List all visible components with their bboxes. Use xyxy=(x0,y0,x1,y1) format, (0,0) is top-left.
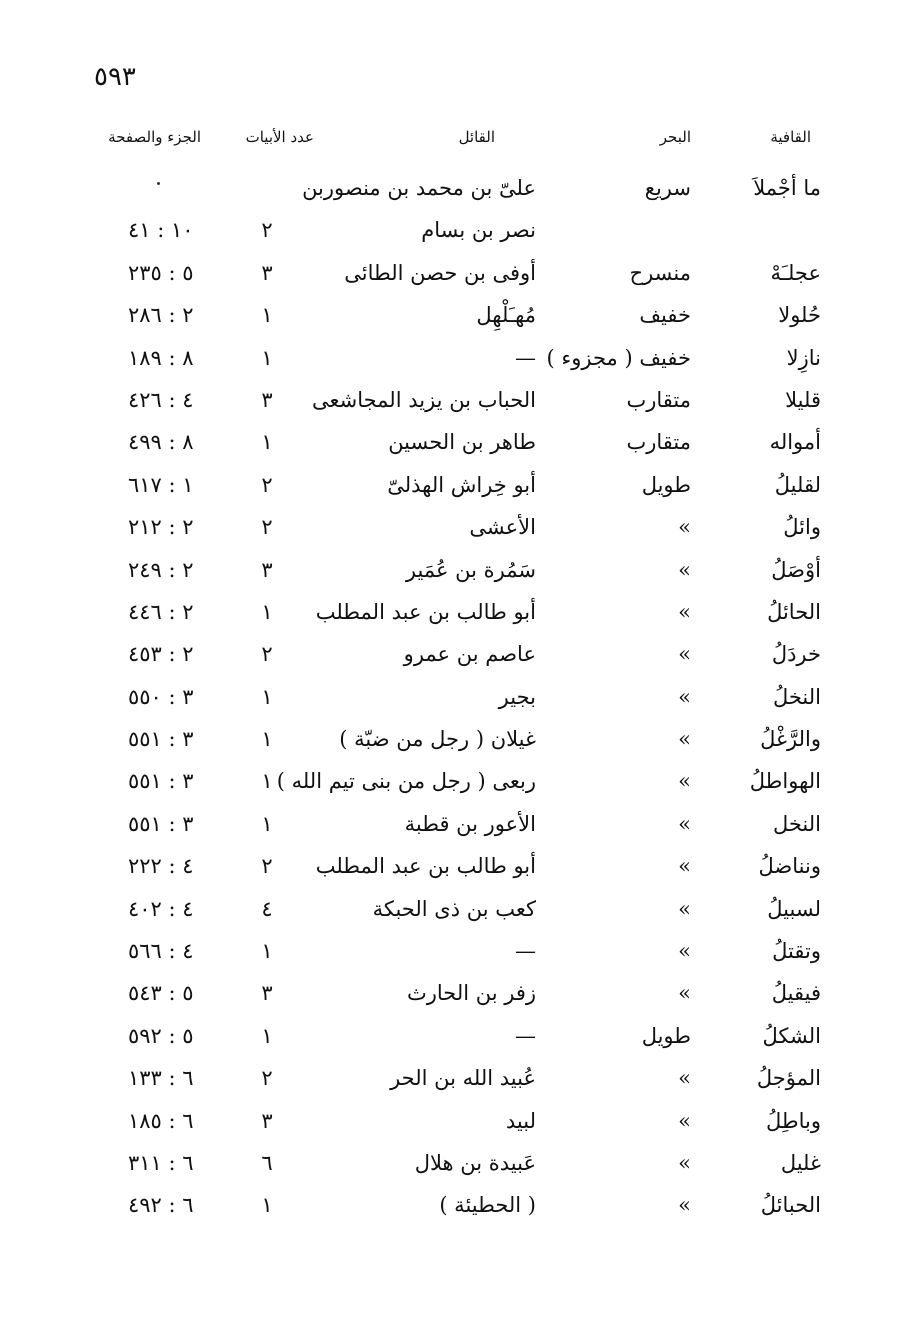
row-bahr: » xyxy=(678,981,691,1006)
row-volume-page: ١ : ٦١٧ xyxy=(128,472,194,497)
row-verse-count: ١ xyxy=(261,727,273,752)
row-volume-page: ١٠ : ٤١ xyxy=(128,218,194,243)
row-qail: كعب بن ذى الحبكة xyxy=(372,896,536,921)
row-qafiya: غليل xyxy=(780,1150,821,1175)
table-row xyxy=(0,933,919,975)
row-qafiya: فيقيلُ xyxy=(771,981,821,1006)
table-row xyxy=(0,848,919,890)
row-bahr: » xyxy=(678,515,691,540)
row-verse-count: ١ xyxy=(261,1023,273,1048)
table-row xyxy=(0,424,919,466)
row-qafiya: عجلـَهْ xyxy=(770,260,821,285)
row-qafiya: وتقتلُ xyxy=(772,939,821,964)
row-bahr: » xyxy=(678,811,691,836)
row-verse-count: ٣ xyxy=(261,387,273,412)
row-qafiya: لقليلُ xyxy=(774,472,821,497)
row-bahr: » xyxy=(678,1193,691,1218)
row-qail: عَبيدة بن هلال xyxy=(414,1150,536,1175)
row-volume-page: ٤ : ٤٠٢ xyxy=(128,896,194,921)
row-verse-count: ١ xyxy=(261,430,273,455)
row-volume-page: ٢ : ٢٨٦ xyxy=(128,303,194,328)
row-qafiya: الحبائلُ xyxy=(760,1193,821,1218)
row-bahr: متقارب xyxy=(626,430,691,455)
row-volume-page: ٤ : ٥٦٦ xyxy=(128,939,194,964)
row-volume-page: ٣ : ٥٥١ xyxy=(128,727,194,752)
row-qail: الأعشى xyxy=(469,515,536,540)
table-row xyxy=(0,255,919,297)
row-bahr: » xyxy=(678,599,691,624)
row-qafiya: نازِلا xyxy=(786,345,821,370)
row-qail: عُبيد الله بن الحر xyxy=(390,1066,536,1091)
row-bahr: » xyxy=(678,1150,691,1175)
row-qafiya: ما أجْملاَ xyxy=(753,176,821,200)
row-volume-page: ٥ : ٢٣٥ xyxy=(128,260,194,285)
row-qail: نصر بن بسام xyxy=(421,218,536,243)
row-volume-page: ٤ : ٤٢٦ xyxy=(128,387,194,412)
row-qail: مُهـَلْهِل xyxy=(476,303,536,328)
header-volume-page: الجزء والصفحة xyxy=(108,128,201,146)
table-row xyxy=(0,340,919,382)
row-qafiya: النخلُ xyxy=(772,684,821,709)
row-qail: سَمُرة بن عُمَير xyxy=(405,557,536,582)
row-qail: — xyxy=(515,1023,536,1048)
row-qafiya: خردَلُ xyxy=(771,642,821,667)
row-volume-page: ٦ : ١٨٥ xyxy=(128,1108,194,1133)
row-bahr: خفيف xyxy=(639,303,691,328)
table-row xyxy=(0,212,919,254)
row-qail: أوفى بن حصن الطائى xyxy=(344,260,536,285)
row-verse-count: ٢ xyxy=(261,1066,273,1091)
table-row xyxy=(0,763,919,805)
row-bahr: متقارب xyxy=(626,387,691,412)
row-bahr: » xyxy=(678,557,691,582)
table-row xyxy=(0,297,919,339)
table-row xyxy=(0,1018,919,1060)
row-bahr: طويل xyxy=(641,1023,691,1048)
row-qail: الحباب بن يزيد المجاشعى xyxy=(311,387,536,412)
row-qail: غيلان ( رجل من ضبّة ) xyxy=(339,727,536,752)
row-qail: زفر بن الحارث xyxy=(406,981,536,1006)
row-verse-count: ١ xyxy=(261,1193,273,1218)
row-verse-count: ١ xyxy=(261,811,273,836)
row-volume-page: ٨ : ٤٩٩ xyxy=(128,430,194,455)
row-qafiya: والرَّغْلُ xyxy=(760,727,821,752)
row-verse-count: ١ xyxy=(261,599,273,624)
row-qafiya: لسبيلُ xyxy=(767,896,821,921)
row-bahr: سريع xyxy=(644,176,691,200)
row-qail: بجير xyxy=(498,684,536,709)
row-volume-page: ٣ : ٥٥٠ xyxy=(128,684,194,709)
row-qail: أبو خِراش الهذلىّ xyxy=(387,472,536,497)
row-verse-count: ٦ xyxy=(261,1150,273,1175)
row-qail: أبو طالب بن عبد المطلب xyxy=(315,854,536,879)
table-row xyxy=(0,594,919,636)
row-volume-page: ٦ : ٣١١ xyxy=(128,1150,194,1175)
table-row xyxy=(0,679,919,721)
row-qail: طاهر بن الحسين xyxy=(388,430,536,455)
row-verse-count: ٢ xyxy=(261,854,273,879)
row-bahr: » xyxy=(678,727,691,752)
row-volume-page: ٦ : ١٣٣ xyxy=(128,1066,194,1091)
row-volume-page: ٣ : ٥٥١ xyxy=(128,811,194,836)
header-qail: القائل xyxy=(458,128,495,146)
row-verse-count: ١ xyxy=(261,303,273,328)
row-qafiya: النخل xyxy=(772,811,821,836)
row-bahr: » xyxy=(678,642,691,667)
row-qafiya: الهواطلُ xyxy=(749,769,821,794)
row-bahr: خفيف ( مجزوء ) xyxy=(546,345,691,370)
row-qail: ( الحطيئة ) xyxy=(439,1193,536,1218)
row-verse-count: ٣ xyxy=(261,1108,273,1133)
row-volume-page: ٢ : ٤٤٦ xyxy=(128,599,194,624)
table-row xyxy=(0,382,919,424)
header-bahr: البحر xyxy=(659,128,691,146)
row-qafiya: أوْصَلُ xyxy=(771,557,821,582)
table-row xyxy=(0,636,919,678)
row-verse-count: ٣ xyxy=(261,557,273,582)
verse-index-table xyxy=(0,170,919,1230)
row-qail: — xyxy=(515,345,536,370)
row-volume-page: ٦ : ٤٩٢ xyxy=(128,1193,194,1218)
row-verse-count: ١ xyxy=(261,345,273,370)
row-bahr: » xyxy=(678,854,691,879)
table-row xyxy=(0,1060,919,1102)
table-row xyxy=(0,975,919,1017)
row-qafiya: حُلولا xyxy=(778,303,821,328)
row-qail: عاصم بن عمرو xyxy=(403,642,536,667)
row-volume-page: ٥ : ٥٩٢ xyxy=(128,1023,194,1048)
table-row xyxy=(0,806,919,848)
table-row xyxy=(0,721,919,763)
header-qafiya: القافية xyxy=(770,128,811,146)
row-bahr: منسرح xyxy=(629,260,691,285)
row-verse-count: ١ xyxy=(261,939,273,964)
row-qafiya: قليلا xyxy=(785,387,821,412)
row-qail: ربعى ( رجل من بنى تيم الله ) xyxy=(276,769,536,794)
row-qail: لبيد xyxy=(505,1108,536,1133)
row-verse-count: ٢ xyxy=(261,642,273,667)
row-verse-count: ١ xyxy=(261,684,273,709)
header-verse-count: عدد الأبيات xyxy=(245,128,314,146)
row-bahr: » xyxy=(678,769,691,794)
row-verse-count: ١ xyxy=(261,769,273,794)
row-bahr: » xyxy=(678,1108,691,1133)
row-volume-page: ٤ : ٢٢٢ xyxy=(128,854,194,879)
row-qafiya: وائلُ xyxy=(783,515,821,540)
row-volume-page: ٣ : ٥٥١ xyxy=(128,769,194,794)
table-row xyxy=(0,509,919,551)
table-header xyxy=(0,128,919,158)
page-number: ٥٩٣ xyxy=(94,62,136,92)
table-row xyxy=(0,891,919,933)
table-row xyxy=(0,1187,919,1229)
row-verse-count: ٣ xyxy=(261,260,273,285)
row-verse-count: ٢ xyxy=(261,218,273,243)
row-verse-count: ٢ xyxy=(261,472,273,497)
row-volume-page: ٥ : ٥٤٣ xyxy=(128,981,194,1006)
row-volume-page: ٨ : ١٨٩ xyxy=(128,345,194,370)
row-qafiya: المؤجلُ xyxy=(756,1066,821,1091)
row-bahr: طويل xyxy=(641,472,691,497)
table-row xyxy=(0,1103,919,1145)
row-bahr: » xyxy=(678,1066,691,1091)
row-qafiya: وباطِلُ xyxy=(765,1108,821,1133)
row-qail: أبو طالب بن عبد المطلب xyxy=(315,599,536,624)
table-row xyxy=(0,1145,919,1187)
row-volume-page: ٢ : ٤٥٣ xyxy=(128,642,194,667)
row-bahr: » xyxy=(678,684,691,709)
row-verse-count: ٢ xyxy=(261,515,273,540)
table-row xyxy=(0,467,919,509)
row-bahr: » xyxy=(678,939,691,964)
row-bahr: » xyxy=(678,896,691,921)
table-row xyxy=(0,170,919,212)
row-qail: الأعور بن قطبة xyxy=(404,811,536,836)
row-qafiya: الشكلُ xyxy=(762,1023,821,1048)
row-qafiya: الحائلُ xyxy=(767,599,821,624)
row-verse-count: ٤ xyxy=(261,896,273,921)
row-qafiya: أمواله xyxy=(769,430,821,455)
row-qail: — xyxy=(515,939,536,964)
row-qafiya: ونناضلُ xyxy=(758,854,821,879)
table-row xyxy=(0,552,919,594)
row-qail: علىّ بن محمد بن منصوربن xyxy=(302,176,536,200)
row-verse-count: ٣ xyxy=(261,981,273,1006)
row-volume-page: ٢ : ٢١٢ xyxy=(128,515,194,540)
row-volume-page: ٢ : ٢٤٩ xyxy=(128,557,194,582)
